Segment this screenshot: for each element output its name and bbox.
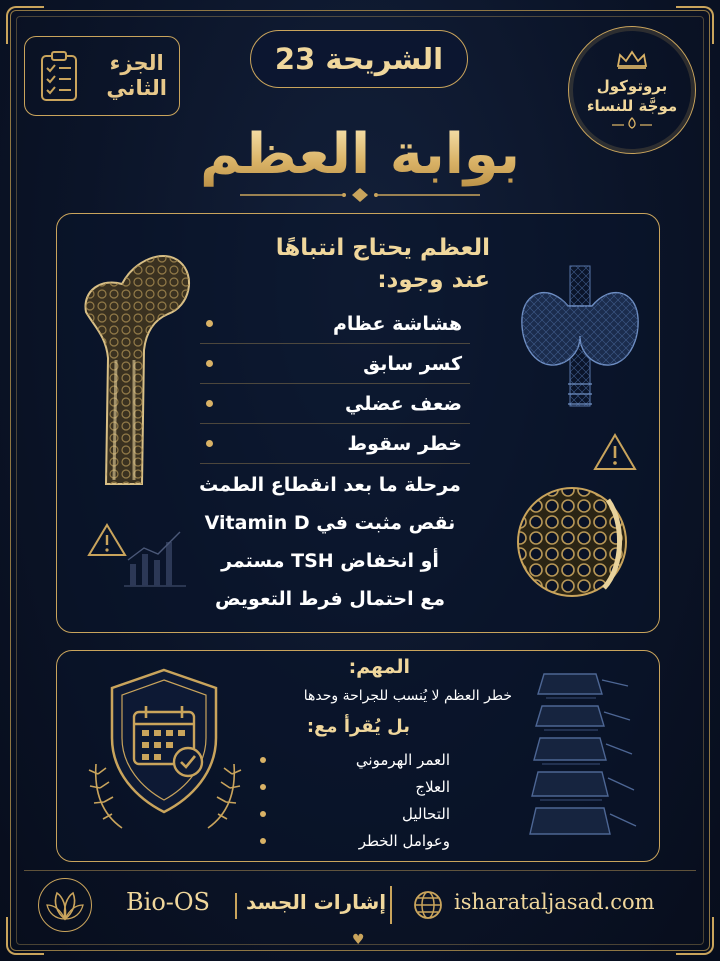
bullet-dot: [260, 811, 266, 817]
bullet-dot: [206, 440, 213, 447]
risk-list: [200, 304, 470, 464]
part-badge: [24, 36, 180, 116]
ornament-divider: [230, 186, 490, 204]
corner-ornament: [676, 6, 714, 44]
list-item-label: العمر الهرموني: [355, 750, 450, 769]
logo-badge: [38, 878, 92, 932]
divider: [235, 893, 237, 919]
part-label: [106, 51, 167, 101]
condition-lines: [180, 466, 480, 618]
list-item-label: ضعف عضلي: [344, 392, 462, 415]
list-item: [200, 304, 470, 344]
bone-illustration: [72, 240, 202, 490]
list-item: [200, 424, 470, 464]
list-item: [260, 746, 450, 773]
warning-icon: [592, 432, 638, 472]
read-with-label: بل يُقرأ مع:: [306, 716, 410, 737]
attention-heading: [220, 232, 490, 296]
brand-arabic: إشارات الجسد: [246, 890, 387, 914]
part-line-1: الجزء: [109, 51, 164, 75]
page-title: بوابة العظم: [140, 120, 580, 190]
list-item-label: كسر سابق: [363, 352, 462, 375]
list-item-label: هشاشة عظام: [332, 312, 462, 335]
slide-number-badge: [250, 30, 468, 88]
protocol-seal: [568, 26, 696, 154]
lotus-icon: [610, 116, 654, 130]
condition-line: أو انخفاض TSH مستمر: [221, 550, 439, 572]
list-item: [200, 344, 470, 384]
bullet-dot: [206, 400, 213, 407]
list-item: [260, 773, 450, 800]
bone-texture-illustration: [512, 482, 632, 602]
attention-heading-line-1: العظم يحتاج انتباهًا: [275, 235, 490, 261]
part-line-2: الثاني: [106, 76, 167, 100]
divider: [390, 886, 392, 924]
protocol-line-1: بروتوكول: [596, 77, 668, 95]
checklist-icon: [39, 50, 79, 102]
thyroid-illustration: [510, 256, 650, 416]
bullet-dot: [206, 320, 213, 327]
slide-number-label: الشريحة 23: [274, 42, 444, 76]
condition-line: مع احتمال فرط التعويض: [215, 588, 445, 610]
list-item-label: العلاج: [415, 777, 450, 796]
important-sentence: خطر العظم لا يُنسب للجراحة وحدها: [303, 688, 512, 704]
list-item-label: خطر سقوط: [347, 432, 462, 455]
protocol-line-2: موجَّة للنساء: [586, 97, 678, 115]
brand-name: Bio-OS: [126, 888, 210, 916]
list-item: [200, 384, 470, 424]
condition-line: نقص مثبت في Vitamin D: [204, 512, 456, 534]
list-item: [260, 800, 450, 827]
website-link[interactable]: isharataljasad.com: [454, 890, 655, 914]
laurel-icon: [82, 744, 248, 834]
attention-heading-line-2: عند وجود:: [377, 267, 490, 293]
list-item: [260, 827, 450, 854]
list-item-label: التحاليل: [402, 804, 450, 823]
important-label: المهم:: [348, 656, 410, 678]
bullet-dot: [260, 838, 266, 844]
bullet-dot: [260, 757, 266, 763]
globe-icon: [412, 889, 444, 921]
crown-icon: [615, 50, 649, 70]
factors-list: [260, 746, 450, 854]
list-item-label: وعوامل الخطر: [358, 831, 450, 850]
spine-illustration: [504, 664, 644, 854]
bullet-dot: [260, 784, 266, 790]
bullet-dot: [206, 360, 213, 367]
leaf-logo-icon: [39, 879, 91, 931]
condition-line: مرحلة ما بعد انقطاع الطمث: [199, 474, 461, 496]
heart-icon: ♥: [352, 932, 365, 948]
